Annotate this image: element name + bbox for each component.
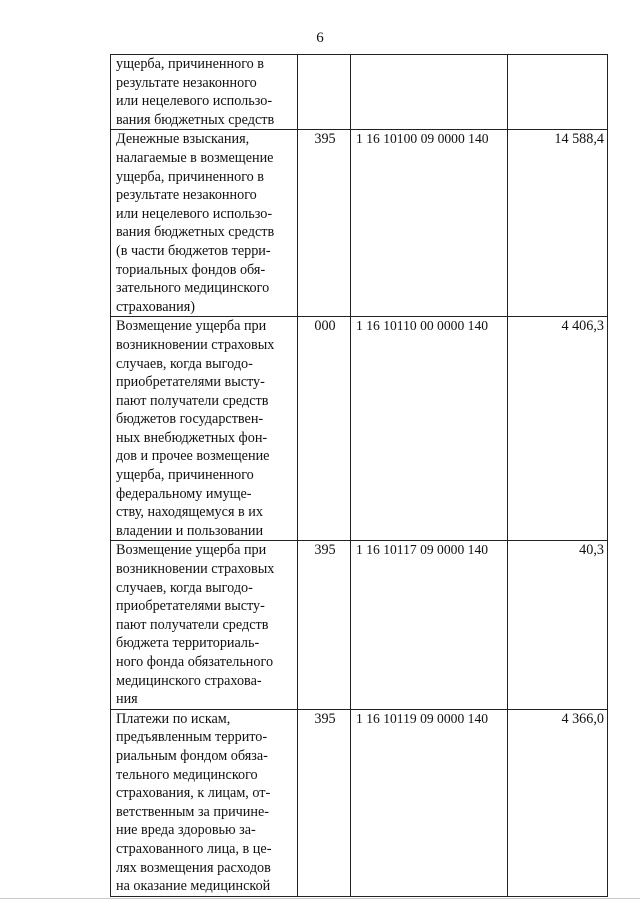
amount-cell: [508, 55, 608, 130]
admin-code-cell: 395: [298, 709, 351, 896]
scan-edge-divider: [0, 898, 640, 899]
revenue-name-cell: Возмещение ущерба при возникновении страховых случаев, когда выгодо- приобретателями высту- пают получатели средств бюджетов государствен- ных внебюджетных фон- дов и прочее возмещение ущерба, причиненного федеральному имуще- ству, находящемуся в их владении и пользовании: [111, 317, 298, 541]
amount-cell: 4 406,3: [508, 317, 608, 541]
revenue-name-cell: Денежные взыскания, налагаемые в возмещение ущерба, причиненного в результате незаконного или нецелевого использо- вания бюджетных средств (в части бюджетов терри- ториальных фондов обя- зательного медицинского страхования): [111, 130, 298, 317]
kbk-code-cell: 1 16 10119 09 0000 140: [351, 709, 508, 896]
revenue-name-cell: Возмещение ущерба при возникновении страховых случаев, когда выгодо- приобретателями высту- пают получатели средств бюджета территориаль- ного фонда обязательного медицинского страхова- ния: [111, 541, 298, 709]
table-row: [111, 709, 608, 896]
admin-code-cell: 395: [298, 541, 351, 709]
table-row: [111, 55, 608, 130]
table-row: [111, 541, 608, 709]
kbk-code-cell: [351, 55, 508, 130]
amount-cell: 4 366,0: [508, 709, 608, 896]
revenue-table: [110, 54, 608, 897]
admin-code-cell: [298, 55, 351, 130]
kbk-code-cell: 1 16 10100 09 0000 140: [351, 130, 508, 317]
table-row: [111, 317, 608, 541]
kbk-code-cell: 1 16 10110 00 0000 140: [351, 317, 508, 541]
amount-cell: 14 588,4: [508, 130, 608, 317]
admin-code-cell: 000: [298, 317, 351, 541]
table-row: [111, 130, 608, 317]
page-number: 6: [316, 30, 324, 46]
amount-cell: 40,3: [508, 541, 608, 709]
kbk-code-cell: 1 16 10117 09 0000 140: [351, 541, 508, 709]
revenue-name-cell: Платежи по искам, предъявленным террито- риальным фондом обяза- тельного медицинского страхования, к лицам, от- ветственным за причине- ние вреда здоровью за- страхованного лица, в це- лях возмещения расходов на оказание медицинской: [111, 709, 298, 896]
revenue-name-cell: ущерба, причиненного в результате незаконного или нецелевого использо- вания бюджетных средств: [111, 55, 298, 130]
admin-code-cell: 395: [298, 130, 351, 317]
